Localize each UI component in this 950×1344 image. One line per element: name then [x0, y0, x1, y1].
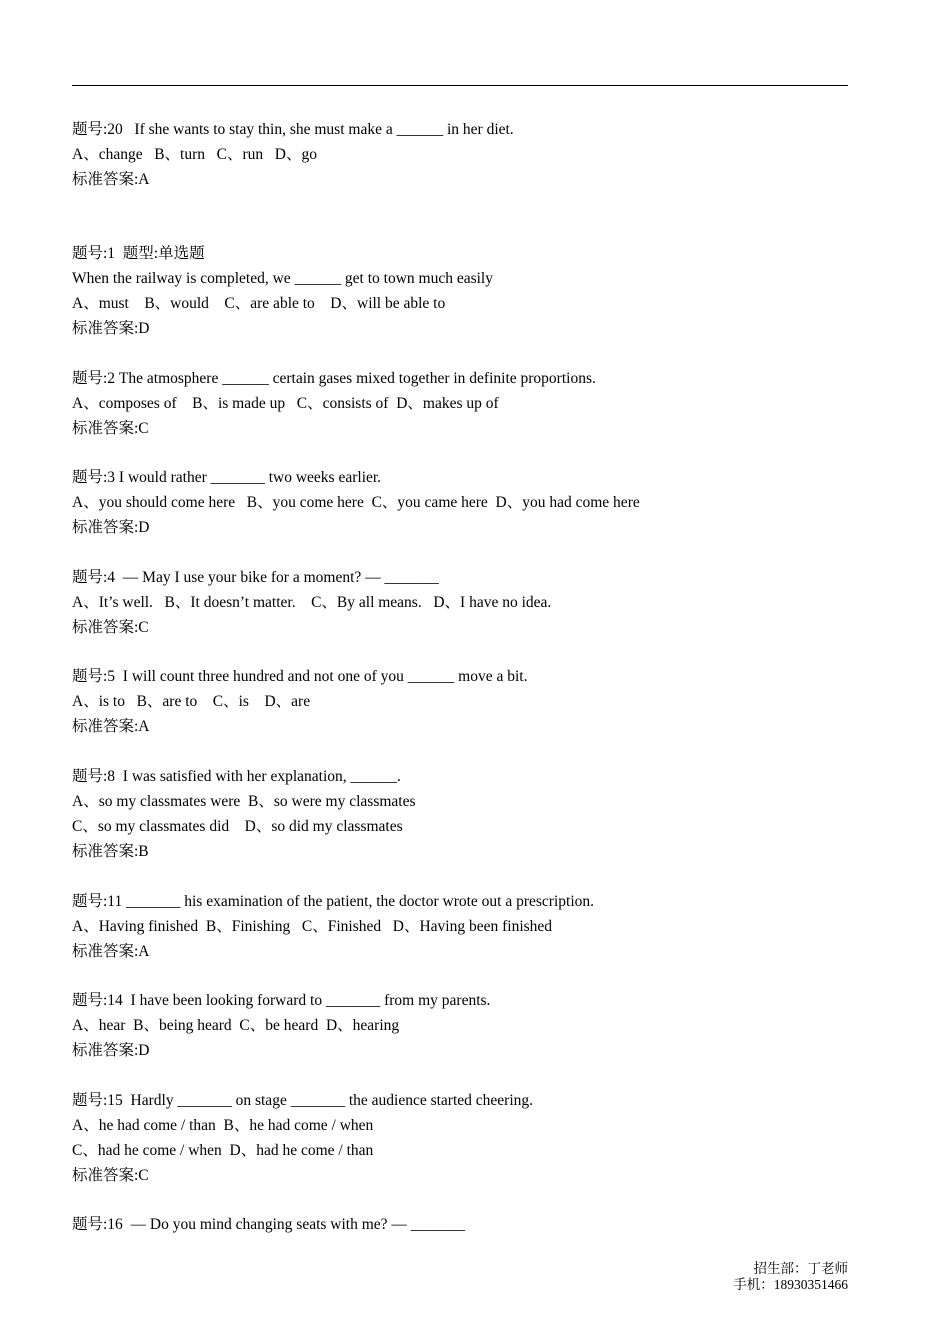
answer-options: C、had he come / when D、had he come / than: [72, 1141, 374, 1159]
spacer: [72, 864, 872, 889]
question-block: [72, 565, 872, 640]
page-footer: [733, 1261, 848, 1293]
standard-answer: 标准答案:A: [72, 718, 150, 736]
answer-options: A、is to B、are to C、is D、are: [72, 693, 311, 711]
question-text: 题号:20 If she wants to stay thin, she must make a ______ in her diet.: [72, 121, 514, 138]
spacer: [72, 540, 872, 565]
question-text: 题号:8 I was satisfied with her explanation, ______.: [72, 767, 401, 785]
question-text: 题号:15 Hardly _______ on stage _______ the audience started cheering.: [72, 1091, 534, 1109]
answer-options: C、so my classmates did D、so did my classmates: [72, 817, 403, 835]
spacer: [72, 1188, 872, 1213]
answer-options: A、change B、turn C、run D、go: [72, 146, 317, 163]
standard-answer: 标准答案:C: [72, 1166, 149, 1184]
answer-options: A、he had come / than B、he had come / when: [72, 1116, 374, 1134]
question-header: 题号:1 题型:单选题: [72, 245, 205, 262]
question-text: 题号:2 The atmosphere ______ certain gases mixed together in definite proportions.: [72, 369, 596, 387]
question-text: 题号:3 I would rather _______ two weeks earlier.: [72, 469, 382, 487]
question-block: [72, 241, 872, 341]
header-rule: [72, 85, 848, 86]
question-text: When the railway is completed, we ______ get to town much easily: [72, 270, 493, 287]
answer-options: A、hear B、being heard C、be heard D、hearing: [72, 1017, 400, 1035]
footer-contact: 招生部：丁老师: [753, 1261, 848, 1276]
spacer: [72, 441, 872, 466]
question-text: 题号:4 — May I use your bike for a moment? — _______: [72, 568, 439, 586]
answer-options: A、must B、would C、are able to D、will be able to: [72, 295, 446, 312]
standard-answer: 标准答案:C: [72, 618, 149, 636]
question-block: [72, 1088, 872, 1188]
question-text: 题号:5 I will count three hundred and not one of you ______ move a bit.: [72, 668, 528, 686]
question-text: 题号:16 — Do you mind changing seats with me? — _______: [72, 1216, 466, 1234]
question-block: [72, 764, 872, 864]
question-text: 题号:11 _______ his examination of the patient, the doctor wrote out a prescription.: [72, 892, 595, 910]
question-block: [72, 465, 872, 540]
spacer: [72, 192, 872, 241]
spacer: [72, 640, 872, 665]
question-list: [72, 117, 872, 1237]
standard-answer: 标准答案:D: [72, 320, 150, 337]
answer-options: A、so my classmates were B、so were my classmates: [72, 792, 416, 810]
spacer: [72, 739, 872, 764]
question-block: [72, 366, 872, 441]
question-block: [72, 889, 872, 964]
standard-answer: 标准答案:A: [72, 942, 150, 960]
spacer: [72, 964, 872, 989]
answer-options: A、Having finished B、Finishing C、Finished D、Having been finished: [72, 917, 553, 935]
standard-answer: 标准答案:C: [72, 419, 149, 437]
question-block: [72, 117, 872, 192]
standard-answer: 标准答案:D: [72, 1042, 150, 1060]
spacer: [72, 341, 872, 366]
answer-options: A、you should come here B、you come here C、you came here D、you had come here: [72, 494, 640, 512]
question-block: [72, 664, 872, 739]
answer-options: A、composes of B、is made up C、consists of D、makes up of: [72, 394, 499, 412]
spacer: [72, 1063, 872, 1088]
question-block: [72, 988, 872, 1063]
question-text: 题号:14 I have been looking forward to _______ from my parents.: [72, 992, 491, 1010]
answer-options: A、It’s well. B、It doesn’t matter. C、By all means. D、I have no idea.: [72, 593, 552, 611]
footer-phone: 手机：18930351466: [733, 1277, 848, 1292]
standard-answer: 标准答案:B: [72, 842, 149, 860]
standard-answer: 标准答案:D: [72, 519, 150, 537]
question-block: [72, 1212, 872, 1237]
standard-answer: 标准答案:A: [72, 171, 150, 188]
